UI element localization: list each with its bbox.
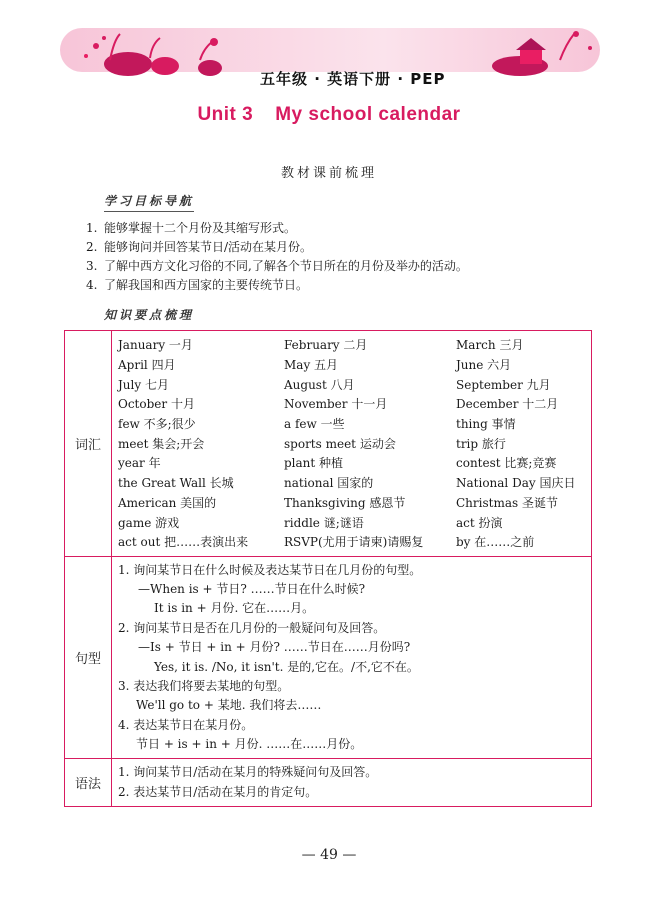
grammar-label: 语法 (65, 759, 112, 806)
sentence-line: 节日 + is + in + 月份. ……在……月份。 (136, 737, 363, 752)
sentence-line: We'll go to + 某地. 我们将去…… (136, 698, 322, 713)
goals-heading: 学习目标导航 (104, 192, 194, 212)
vocab-row: meet 集会;开会 sports meet 运动会 trip 旅行 (118, 436, 506, 451)
goals-list (86, 219, 606, 295)
vocab-row: January 一月 February 二月 March 三月 (118, 338, 524, 353)
sentence-section (65, 556, 591, 759)
vocab-row: act out 把……表演出来 RSVP(尤用于请柬)请赐复 by 在……之前 (118, 535, 535, 550)
unit-number: Unit 3 (197, 104, 254, 125)
grammar-list (112, 759, 591, 806)
vocab-row: April 四月 May 五月 June 六月 (118, 358, 512, 373)
vocab-grid (112, 331, 591, 556)
vocab-row: American 美国的 Thanksgiving 感恩节 Christmas 圣诞节 (118, 495, 558, 510)
vocab-section (65, 331, 591, 556)
section-title: 教材课前梳理 (280, 166, 377, 181)
sentence-line: It is in + 月份. 它在……月。 (154, 601, 315, 616)
goal-item: 2. 能够询问并回答某节日/活动在某月份。 (86, 240, 313, 254)
goal-item: 3. 了解中西方文化习俗的不同,了解各个节日所在的月份及举办的活动。 (86, 259, 468, 273)
knowledge-table (64, 330, 592, 807)
vocab-row: the Great Wall 长城 national 国家的 National Day 国庆日 (118, 476, 576, 491)
sentence-line: —When is + 节日? ……节日在什么时候? (138, 581, 366, 596)
sentence-line: 1. 询问某节日在什么时候及表达某节日在几月份的句型。 (118, 562, 422, 577)
sentence-label: 句型 (65, 557, 112, 759)
sentence-line: Yes, it is. /No, it isn't. 是的,它在。/不,它不在。 (154, 659, 419, 674)
unit-name: My school calendar (275, 104, 461, 125)
sentence-line: —Is + 节日 + in + 月份? ……节日在……月份吗? (138, 640, 411, 655)
vocab-row: year 年 plant 种植 contest 比赛;竞赛 (118, 456, 557, 471)
sentence-line: 4. 表达某节日在某月份。 (118, 717, 254, 732)
book-title: 五年级 · 英语下册 · PEP (260, 70, 446, 88)
knowledge-heading: 知识要点梳理 (104, 308, 195, 322)
sentence-list (112, 557, 591, 759)
vocab-label: 词汇 (65, 331, 112, 556)
vocab-row: July 七月 August 八月 September 九月 (118, 377, 551, 392)
page-header (0, 20, 658, 88)
goal-item: 4. 了解我国和西方国家的主要传统节日。 (86, 278, 309, 292)
vocab-row: few 不多;很少 a few 一些 thing 事情 (118, 417, 516, 432)
goal-item: 1. 能够掌握十二个月份及其缩写形式。 (86, 221, 297, 235)
sentence-line: 3. 表达我们将要去某地的句型。 (118, 678, 290, 693)
vocab-row: October 十月 November 十一月 December 十二月 (118, 397, 559, 412)
page-number: — 49 — (301, 847, 357, 863)
grammar-section (65, 758, 591, 806)
unit-title (0, 104, 658, 126)
vocab-row: game 游戏 riddle 谜;谜语 act 扮演 (118, 515, 503, 530)
sentence-line: 2. 询问某节日是否在几月份的一般疑问句及回答。 (118, 620, 386, 635)
grammar-line: 1. 询问某节日/活动在某月的特殊疑问句及回答。 (118, 765, 378, 780)
grammar-line: 2. 表达某节日/活动在某月的肯定句。 (118, 784, 318, 799)
